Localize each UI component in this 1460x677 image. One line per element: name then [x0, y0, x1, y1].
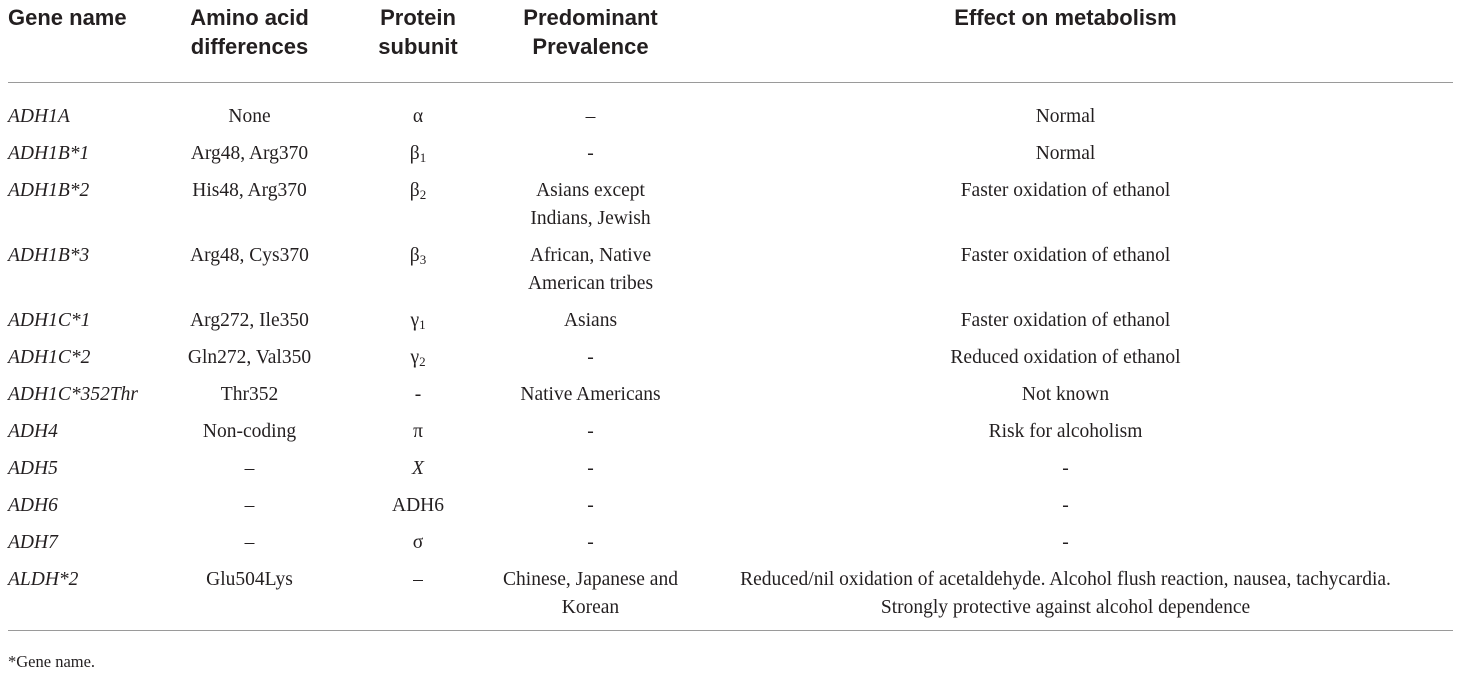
header-gene-name-line-1: Gene name	[8, 5, 127, 30]
effect-line-1: Reduced/nil oxidation of acetaldehyde. Alcohol flush reaction, nausea, tachycardia.	[740, 569, 1391, 590]
gene-name-cell: ADH1B*1	[8, 143, 90, 164]
gene-name-cell: ADH1C*1	[8, 310, 91, 331]
prevalence-cell	[503, 83, 678, 141]
subunit-cell	[333, 418, 503, 455]
amino-acid-cell: –	[244, 532, 255, 553]
effect-cell	[678, 242, 1453, 307]
prevalence-line-2: American tribes	[527, 273, 654, 294]
prevalence-cell	[503, 344, 678, 381]
subunit-cell	[333, 455, 503, 492]
prevalence-line-1: Asians	[563, 310, 618, 331]
effect-cell	[678, 566, 1453, 631]
header-predominant-prevalence	[503, 0, 678, 83]
effect-cell	[678, 140, 1453, 177]
table-row	[8, 455, 1453, 492]
gene-name-cell: ADH1C*2	[8, 347, 91, 368]
effect-line-2: Strongly protective against alcohol dependence	[880, 597, 1251, 618]
subunit-cell	[333, 344, 503, 381]
effect-line-1: Reduced oxidation of ethanol	[950, 347, 1181, 368]
prevalence-cell	[503, 307, 678, 344]
effect-cell	[678, 344, 1453, 381]
subunit-symbol: –	[413, 569, 423, 590]
gene-table-container	[8, 0, 1453, 631]
subunit-subscript: 2	[419, 187, 427, 202]
subunit-subscript: 1	[419, 317, 426, 332]
effect-line-1: Risk for alcoholism	[988, 421, 1143, 442]
gene-name-cell: ADH4	[8, 421, 58, 442]
table-row	[8, 418, 1453, 455]
table-row	[8, 381, 1453, 418]
prevalence-line-1: Asians except	[536, 180, 645, 201]
prevalence-line-1: –	[585, 106, 596, 127]
subunit-cell	[333, 381, 503, 418]
table-row	[8, 83, 1453, 141]
table-row	[8, 566, 1453, 631]
prevalence-cell	[503, 529, 678, 566]
subunit-symbol: σ	[412, 532, 424, 553]
subunit-cell	[333, 566, 503, 631]
subunit-cell	[333, 140, 503, 177]
amino-acid-cell: Arg48, Arg370	[190, 143, 309, 164]
prevalence-line-2: Indians, Jewish	[530, 208, 651, 229]
amino-acid-cell: His48, Arg370	[192, 180, 307, 201]
subunit-symbol: π	[413, 421, 423, 442]
gene-name-cell: ADH6	[8, 495, 58, 516]
prevalence-cell	[503, 381, 678, 418]
prevalence-line-1: -	[587, 143, 594, 164]
effect-line-1: Not known	[1021, 384, 1110, 405]
prevalence-cell	[503, 177, 678, 242]
effect-line-1: -	[1062, 495, 1069, 516]
subunit-symbol: β	[409, 143, 420, 164]
prevalence-line-1: -	[587, 421, 594, 442]
amino-acid-cell: Thr352	[220, 384, 279, 405]
prevalence-line-1: Chinese, Japanese and	[503, 569, 678, 590]
subunit-cell	[333, 242, 503, 307]
amino-acid-cell: None	[228, 106, 271, 127]
adh-gene-table	[8, 0, 1453, 631]
amino-acid-cell: –	[244, 458, 255, 479]
amino-acid-cell: Arg48, Cys370	[190, 245, 309, 266]
subunit-cell	[333, 492, 503, 529]
prevalence-line-1: -	[587, 347, 594, 368]
header-amino-acid-differences	[166, 0, 333, 83]
gene-name-cell: ADH7	[8, 532, 58, 553]
prevalence-cell	[503, 566, 678, 631]
prevalence-cell	[503, 492, 678, 529]
header-prevalence-line-2: Prevalence	[532, 34, 649, 59]
prevalence-line-2: Korean	[561, 597, 620, 618]
header-effect-on-metabolism	[678, 0, 1453, 83]
subunit-subscript: 1	[419, 150, 427, 165]
subunit-subscript: 3	[419, 252, 427, 267]
prevalence-cell	[503, 418, 678, 455]
table-row	[8, 242, 1453, 307]
subunit-cell	[333, 307, 503, 344]
effect-cell	[678, 455, 1453, 492]
header-protein-subunit	[333, 0, 503, 83]
gene-name-cell: ADH1B*2	[8, 180, 90, 201]
subunit-cell	[333, 83, 503, 141]
effect-cell	[678, 307, 1453, 344]
header-amino-line-2: differences	[190, 34, 309, 59]
effect-cell	[678, 418, 1453, 455]
gene-name-cell: ALDH*2	[8, 569, 79, 590]
gene-name-cell: ADH1B*3	[8, 245, 90, 266]
effect-line-1: -	[1062, 458, 1069, 479]
table-row	[8, 177, 1453, 242]
prevalence-line-1: -	[587, 458, 594, 479]
subunit-cell	[333, 529, 503, 566]
gene-name-cell: ADH1A	[8, 106, 70, 127]
subunit-subscript: 2	[419, 354, 426, 369]
subunit-symbol: α	[412, 106, 424, 127]
effect-line-1: Normal	[1035, 106, 1096, 127]
subunit-symbol: β	[409, 180, 420, 201]
prevalence-cell	[503, 455, 678, 492]
header-amino-line-1: Amino acid	[190, 5, 309, 30]
effect-line-1: Faster oxidation of ethanol	[960, 310, 1171, 331]
subunit-symbol: γ	[410, 347, 420, 368]
prevalence-line-1: Native Americans	[520, 384, 661, 405]
header-protein-line-2: subunit	[378, 34, 458, 59]
prevalence-line-1: -	[587, 532, 594, 553]
effect-line-1: Normal	[1035, 143, 1096, 164]
table-header-row	[8, 0, 1453, 83]
effect-line-1: Faster oxidation of ethanol	[960, 245, 1171, 266]
effect-cell	[678, 492, 1453, 529]
prevalence-cell	[503, 242, 678, 307]
effect-cell	[678, 83, 1453, 141]
amino-acid-cell: Arg272, Ile350	[190, 310, 309, 331]
amino-acid-cell: Gln272, Val350	[187, 347, 312, 368]
table-row	[8, 492, 1453, 529]
table-row	[8, 344, 1453, 381]
table-row	[8, 307, 1453, 344]
subunit-symbol: X	[412, 458, 424, 479]
gene-name-cell: ADH1C*352Thr	[8, 384, 139, 405]
amino-acid-cell: Non-coding	[202, 421, 297, 442]
prevalence-line-1: -	[587, 495, 594, 516]
subunit-cell	[333, 177, 503, 242]
table-row	[8, 529, 1453, 566]
subunit-symbol: γ	[410, 310, 420, 331]
prevalence-cell	[503, 140, 678, 177]
effect-line-1: -	[1062, 532, 1069, 553]
header-effect-line-1: Effect on metabolism	[954, 5, 1177, 30]
effect-cell	[678, 177, 1453, 242]
amino-acid-cell: Glu504Lys	[206, 569, 293, 590]
effect-line-1: Faster oxidation of ethanol	[960, 180, 1171, 201]
table-row	[8, 140, 1453, 177]
header-protein-line-1: Protein	[380, 5, 456, 30]
gene-name-cell: ADH5	[8, 458, 58, 479]
header-gene-name	[8, 0, 166, 83]
header-prevalence-line-1: Predominant	[523, 5, 658, 30]
subunit-symbol: β	[409, 245, 420, 266]
effect-cell	[678, 381, 1453, 418]
table-footnote: *Gene name.	[8, 652, 96, 671]
amino-acid-cell: –	[244, 495, 255, 516]
subunit-symbol: ADH6	[392, 495, 444, 516]
prevalence-line-1: African, Native	[529, 245, 652, 266]
subunit-symbol: -	[414, 384, 422, 405]
effect-cell	[678, 529, 1453, 566]
